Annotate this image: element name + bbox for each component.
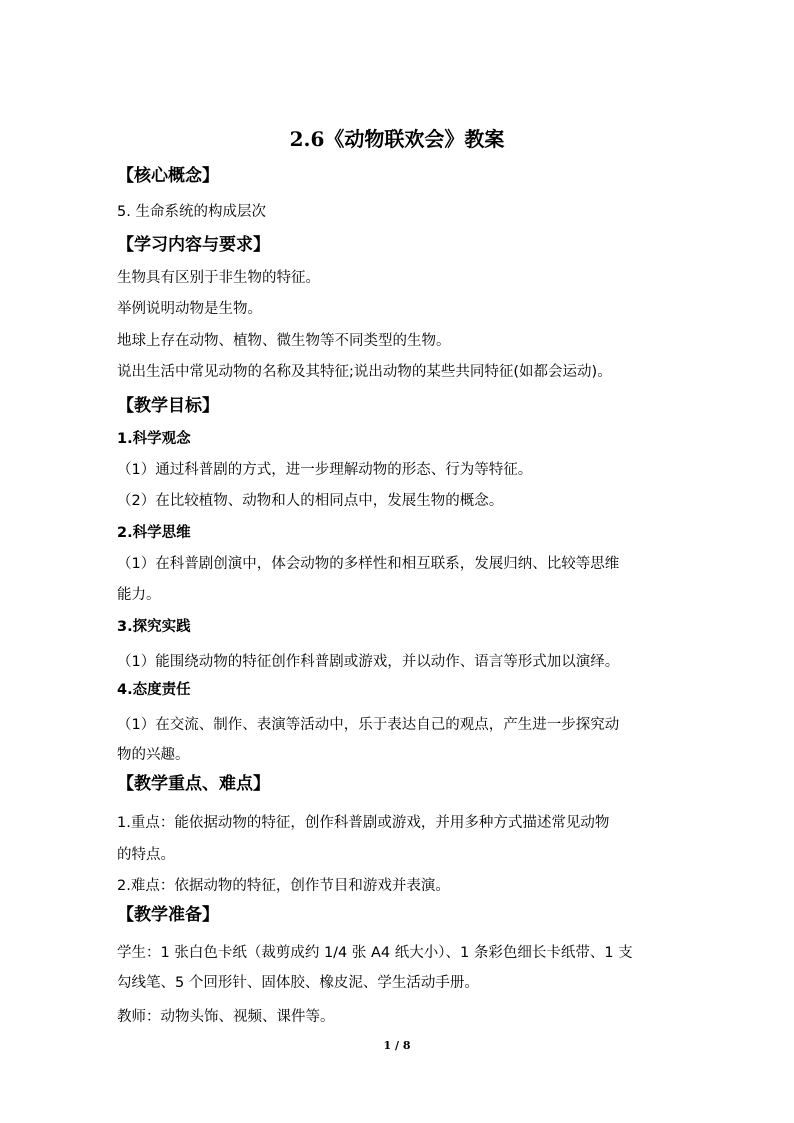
section-heading-key-points: 【教学重点、难点】 bbox=[117, 774, 270, 794]
difficult-point-line: 2.难点：依据动物的特征，创作节目和游戏并表演。 bbox=[117, 878, 450, 894]
learning-content-line-2: 举例说明动物是生物。 bbox=[117, 301, 262, 317]
section-heading-preparation: 【教学准备】 bbox=[117, 905, 219, 925]
goal-thinking-item-1: （1）在科普剧创演中，体会动物的多样性和相互联系，发展归纳、比较等思维 bbox=[117, 556, 620, 572]
learning-content-line-3: 地球上存在动物、植物、微生物等不同类型的生物。 bbox=[117, 333, 451, 349]
goal-subheading-scientific-concept: 1.科学观念 bbox=[117, 431, 191, 447]
page-number: 1 / 8 bbox=[383, 1039, 411, 1052]
goal-attitude-item-1-cont: 物的兴趣。 bbox=[117, 747, 190, 763]
goal-concept-item-2: （2）在比较植物、动物和人的相同点中，发展生物的概念。 bbox=[117, 493, 504, 509]
document-title: 2.6《动物联欢会》教案 bbox=[289, 127, 505, 151]
goal-practice-item-1: （1）能围绕动物的特征创作科普剧或游戏，并以动作、语言等形式加以演绎。 bbox=[117, 654, 620, 670]
section-heading-teaching-goals: 【教学目标】 bbox=[117, 396, 219, 416]
learning-content-line-4: 说出生活中常见动物的名称及其特征;说出动物的某些共同特征(如都会运动)。 bbox=[117, 364, 612, 380]
section-heading-learning-content: 【学习内容与要求】 bbox=[117, 235, 270, 255]
preparation-teacher-line: 教师：动物头饰、视频、课件等。 bbox=[117, 1009, 335, 1025]
preparation-students-line-1: 学生：1 张白色卡纸（裁剪成约 1/4 张 A4 纸大小）、1 条彩色细长卡纸带、1 支 bbox=[117, 945, 633, 961]
preparation-students-line-2: 勾线笔、5 个回形针、固体胶、橡皮泥、学生活动手册。 bbox=[117, 975, 479, 991]
goal-thinking-item-1-cont: 能力。 bbox=[117, 587, 161, 603]
core-concept-line: 5. 生命系统的构成层次 bbox=[117, 204, 266, 220]
section-heading-core-concept: 【核心概念】 bbox=[117, 166, 219, 186]
key-point-line-1: 1.重点：能依据动物的特征，创作科普剧或游戏，并用多种方式描述常见动物 bbox=[117, 815, 610, 831]
key-point-line-1-cont: 的特点。 bbox=[117, 847, 175, 863]
goal-subheading-scientific-thinking: 2.科学思维 bbox=[117, 525, 191, 541]
goal-subheading-inquiry-practice: 3.探究实践 bbox=[117, 619, 191, 635]
goal-concept-item-1: （1）通过科普剧的方式，进一步理解动物的形态、行为等特征。 bbox=[117, 462, 533, 478]
learning-content-line-1: 生物具有区别于非生物的特征。 bbox=[117, 270, 320, 286]
goal-attitude-item-1: （1）在交流、制作、表演等活动中，乐于表达自己的观点，产生进一步探究动 bbox=[117, 717, 620, 733]
goal-subheading-attitude: 4.态度责任 bbox=[117, 682, 191, 698]
